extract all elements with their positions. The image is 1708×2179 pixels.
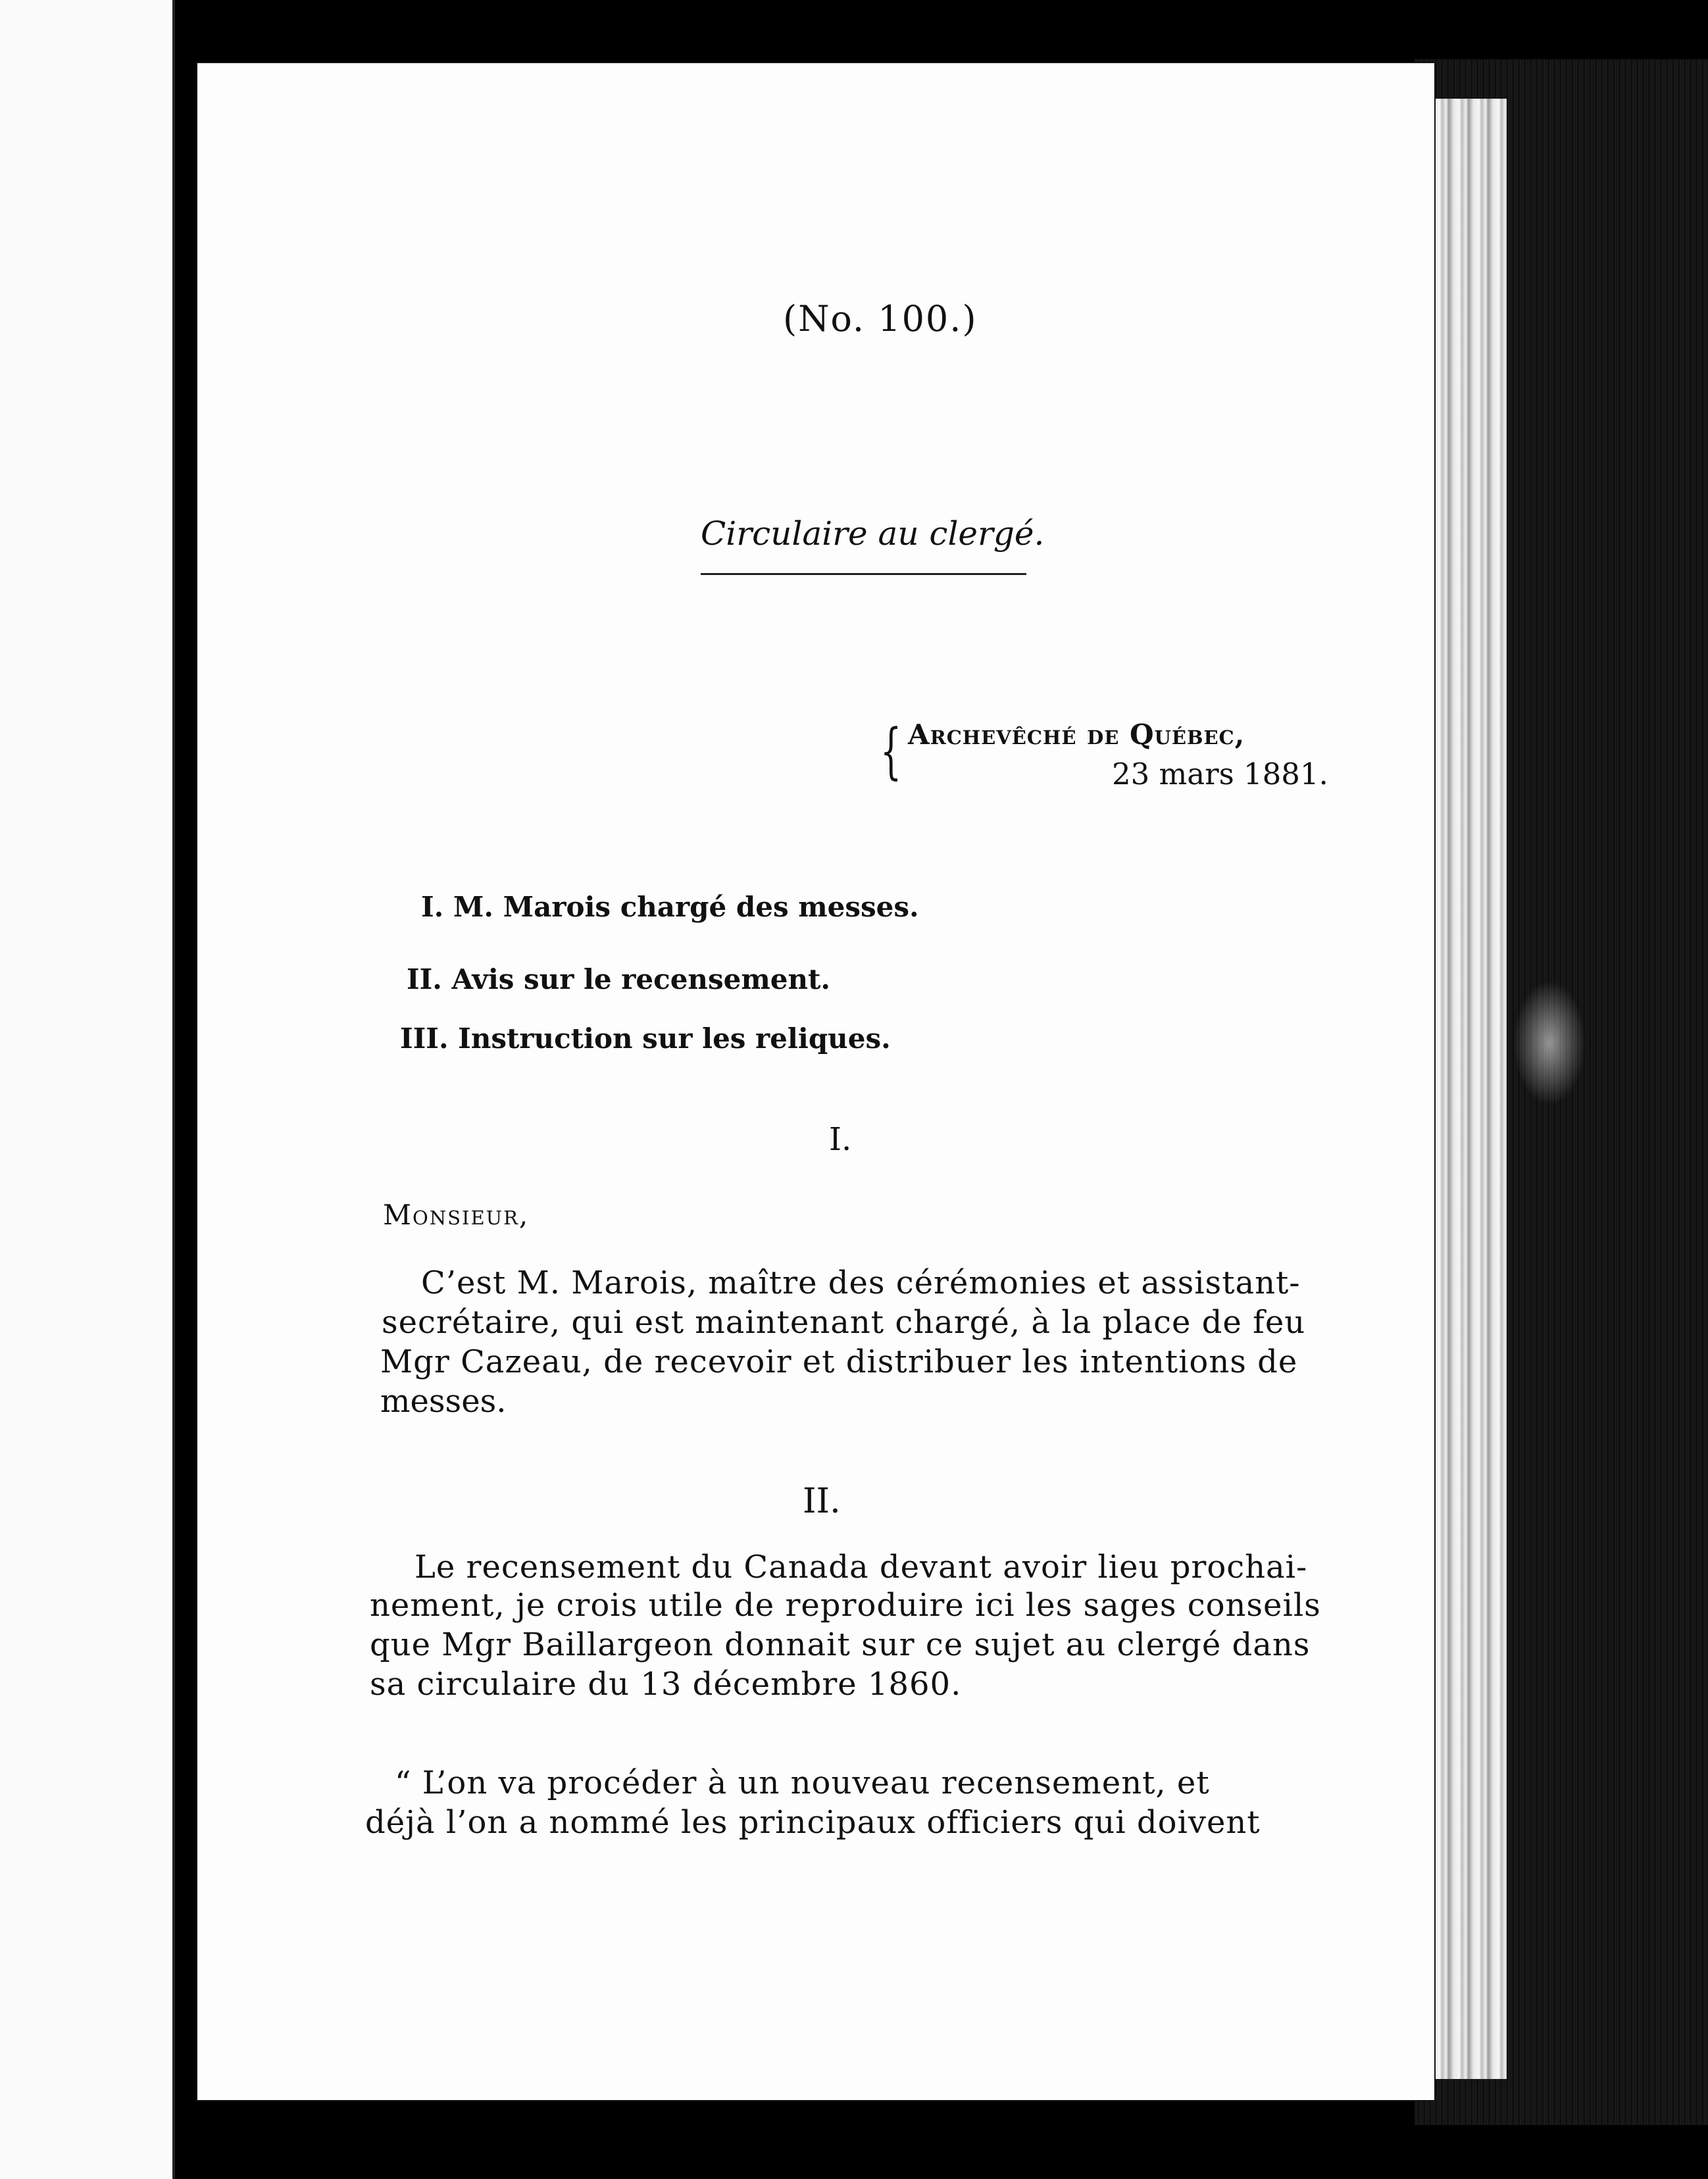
paragraph-line: Mgr Cazeau, de recevoir et distribuer les intentions de — [380, 1343, 1298, 1380]
quote-line: “ L’on va procéder à un nouveau recensement, et — [395, 1765, 1210, 1801]
document-title: Circulaire au clergé. — [701, 514, 1045, 553]
quote-line: déjà l’on a nommé les principaux officiers qui doivent — [365, 1804, 1261, 1841]
paragraph-line: secrétaire, qui est maintenant chargé, à la place de feu — [382, 1304, 1306, 1341]
paragraph-line: nement, je crois utile de reproduire ici les sages conseils — [370, 1587, 1321, 1624]
book-edge — [1415, 59, 1708, 2125]
toc-item-3: III. Instruction sur les reliques. — [400, 1022, 891, 1055]
circular-number: (No. 100.) — [783, 298, 978, 339]
paragraph-line: Le recensement du Canada devant avoir lieu prochai- — [414, 1549, 1308, 1586]
toc-item-2: II. Avis sur le recensement. — [407, 963, 831, 995]
brace-symbol: { — [880, 716, 902, 786]
toc-item-1: I. M. Marois chargé des messes. — [421, 891, 919, 923]
section-heading-1: I. — [829, 1121, 852, 1158]
paragraph-line: messes. — [380, 1383, 507, 1420]
paragraph-line: sa circulaire du 13 décembre 1860. — [370, 1666, 962, 1703]
paragraph-line: C’est M. Marois, maître des cérémonies et assistant- — [421, 1265, 1301, 1301]
light-glare — [1513, 980, 1586, 1105]
paragraph-line: que Mgr Baillargeon donnait sur ce sujet au clergé dans — [370, 1626, 1311, 1663]
salutation: Monsieur, — [383, 1199, 530, 1231]
title-underline — [701, 573, 1026, 575]
issuing-place: Archevêché de Québec, — [908, 718, 1245, 751]
document-page — [197, 63, 1434, 2100]
issue-date: 23 mars 1881. — [1112, 757, 1328, 791]
adjacent-page — [0, 0, 175, 2179]
section-heading-2: II. — [803, 1482, 841, 1521]
